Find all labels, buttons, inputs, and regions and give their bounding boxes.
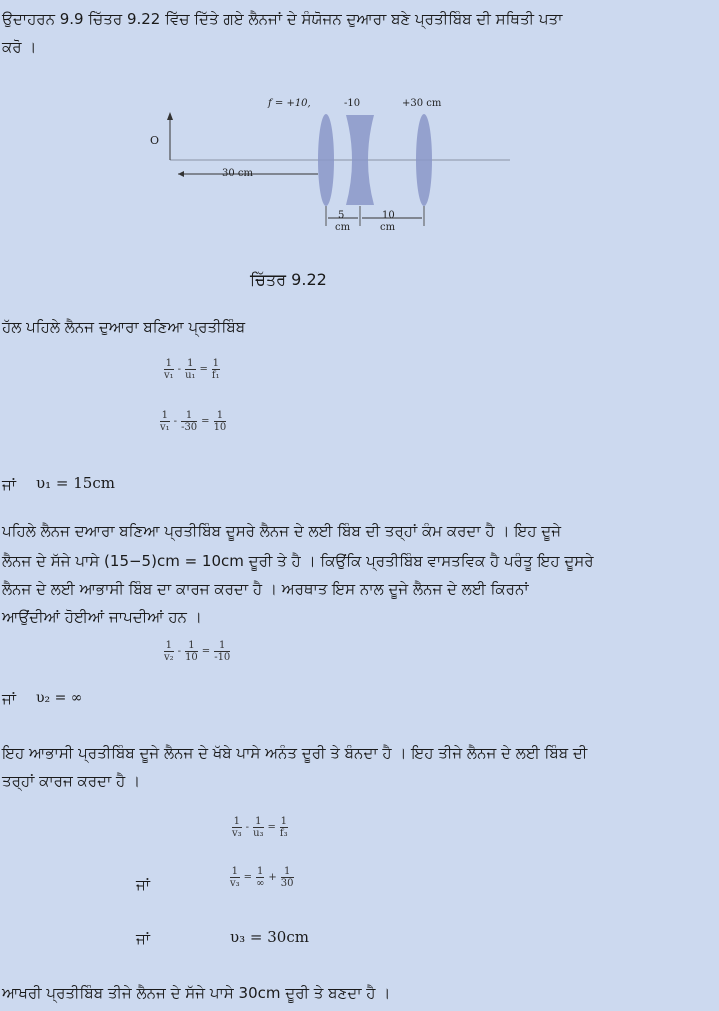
paragraph-2-line-1: ਇਹ ਆਭਾਸੀ ਪ੍ਰਤੀਬਿੰਬ ਦੂਜੇ ਲੈਨਜ ਦੇ ਖੱਬੇ ਪਾਸੇ ਅਨੰਤ ਦੂਰੀ ਤੇ ਬੰਨਦਾ ਹੈ । ਇਹ ਤੀਜੇ ਲੈਨਜ ਦੇ ਲਈ ਬਿੰਬ ਦੀ xyxy=(2,744,588,762)
ja-label-1: ਜਾਂ xyxy=(136,876,151,894)
result-2: υ₂ = ∞ xyxy=(36,690,83,706)
example-line-1: ਉਦਾਹਰਨ 9.9 ਚਿੱਤਰ 9.22 ਵਿੱਚ ਦਿੱਤੇ ਗਏ ਲੈਨਜਾਂ ਦੇ ਸੰਯੋਜਨ ਦੁਆਰਾ ਬਣੇ ਪ੍ਰਤੀਬਿੰਬ ਦੀ ਸਥਿਤੀ ਪਤਾ xyxy=(2,10,563,28)
distance-5-unit: cm xyxy=(335,222,351,233)
paragraph-1-line-3: ਲੈਨਜ ਦੇ ਲਈ ਆਭਾਸੀ ਬਿੰਬ ਦਾ ਕਾਰਜ ਕਰਦਾ ਹੈ । ਅਰਥਾਤ ਇਸ ਨਾਲ ਦੂਜੇ ਲੈਨਜ ਦੇ ਲਈ ਕਿਰਨਾਂ xyxy=(2,580,529,598)
paragraph-1-line-1: ਪਹਿਲੇ ਲੈਨਜ ਦਆਰਾ ਬਣਿਆ ਪ੍ਰਤੀਬਿੰਬ ਦੂਸਰੇ ਲੈਨਜ ਦੇ ਲਈ ਬਿੰਬ ਦੀ ਤਰ੍ਹਾਂ ਕੰਮ ਕਰਦਾ ਹੈ । ਇਹ ਦੂਜੇ xyxy=(2,522,561,540)
lens-equation-5: 1 v₃ = 1 ∞ + 1 30 xyxy=(230,866,294,889)
lens-figure xyxy=(140,88,520,248)
lens-diagram xyxy=(140,88,520,248)
distance-10-unit: cm xyxy=(380,222,396,233)
focal-length-1: f = +10, xyxy=(268,98,311,109)
result-2-prefix: ਜਾਂ xyxy=(2,690,17,708)
object-label: O xyxy=(150,134,160,147)
ja-label-2: ਜਾਂ xyxy=(136,930,151,948)
focal-length-2: -10 xyxy=(344,98,361,109)
convex-lens-1 xyxy=(318,114,334,206)
object-arrowhead xyxy=(167,112,173,120)
figure-caption: ਚਿੱਤਰ 9.22 xyxy=(250,270,327,289)
result-3: υ₃ = 30cm xyxy=(230,928,309,946)
result-1-prefix: ਜਾਂ xyxy=(2,476,17,494)
paragraph-1-line-2: ਲੈਨਜ ਦੇ ਸੱਜੇ ਪਾਸੇ (15−5)cm = 10cm ਦੂਰੀ ਤੇ ਹੈ । ਕਿਉਂਕਿ ਪ੍ਰਤੀਬਿੰਬ ਵਾਸਤਵਿਕ ਹੈ ਪਰੰਤੂ ਇਹ ਦੂਸਰੇ xyxy=(2,552,594,570)
paragraph-1-line-4: ਆਉਂਦੀਆਂ ਹੋਈਆਂ ਜਾਪਦੀਆਂ ਹਨ । xyxy=(2,608,202,626)
lens-equation-4: 1 v₃ - 1 u₃ = 1 f₃ xyxy=(232,816,288,839)
paragraph-2-line-2: ਤਰ੍ਹਾਂ ਕਾਰਜ ਕਰਦਾ ਹੈ । xyxy=(2,772,141,790)
focal-length-3: +30 cm xyxy=(402,98,442,109)
solution-heading: ਹੱਲ ਪਹਿਲੇ ਲੈਨਜ ਦੁਆਰਾ ਬਣਿਆ ਪ੍ਰਤੀਬਿੰਬ xyxy=(2,318,246,336)
lens-equation-1: 1 v₁ - 1 u₁ = 1 f₁ xyxy=(164,358,220,381)
convex-lens-3 xyxy=(416,114,432,206)
example-line-2: ਕਰੋ । xyxy=(2,38,37,56)
lens-equation-3: 1 v₂ - 1 10 = 1 -10 xyxy=(164,640,231,663)
lens-equation-2: 1 v₁ - 1 -30 = 1 10 xyxy=(160,410,227,433)
distance-10-num: 10 xyxy=(382,210,395,221)
result-1: υ₁ = 15cm xyxy=(36,474,115,492)
distance-30-label: 30 cm xyxy=(222,168,253,179)
final-statement: ਆਖਰੀ ਪ੍ਰਤੀਬਿੰਬ ਤੀਜੇ ਲੈਨਜ ਦੇ ਸੱਜੇ ਪਾਸੇ 30cm ਦੂਰੀ ਤੇ ਬਣਦਾ ਹੈ । xyxy=(2,984,391,1002)
distance-5-num: 5 xyxy=(338,210,345,221)
